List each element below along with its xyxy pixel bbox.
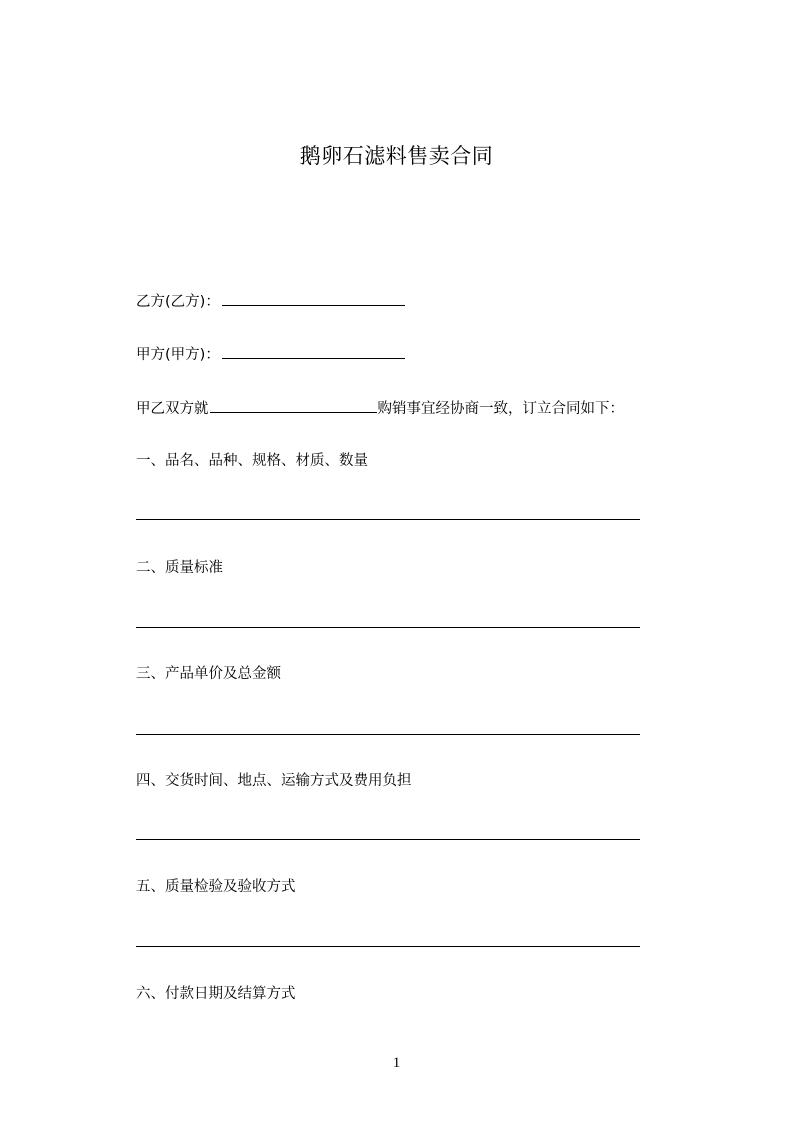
intro-before: 甲乙双方就 <box>136 401 209 417</box>
document-title: 鹅卵石滤料售卖合同 <box>299 144 494 168</box>
section-1-fill-line[interactable] <box>136 519 640 520</box>
party-b-line <box>136 291 405 312</box>
goods-blank[interactable] <box>210 398 377 413</box>
party-a-blank[interactable] <box>222 344 405 359</box>
party-a-label: 甲方(甲方)： <box>136 347 220 363</box>
section-heading-3: 三、产品单价及总金额 <box>136 666 281 682</box>
intro-line <box>136 398 624 419</box>
section-2-fill-line[interactable] <box>136 627 640 628</box>
section-5-fill-line[interactable] <box>136 946 640 947</box>
section-heading-5: 五、质量检验及验收方式 <box>136 879 296 895</box>
party-b-blank[interactable] <box>222 291 405 306</box>
section-heading-6: 六、付款日期及结算方式 <box>136 986 296 1002</box>
section-4-fill-line[interactable] <box>136 839 640 840</box>
section-heading-4: 四、交货时间、地点、运输方式及费用负担 <box>136 773 412 789</box>
party-a-line <box>136 344 405 365</box>
section-3-fill-line[interactable] <box>136 734 640 735</box>
page-number: 1 <box>392 1055 401 1071</box>
party-b-label: 乙方(乙方)： <box>136 294 220 310</box>
section-heading-2: 二、质量标准 <box>136 560 223 576</box>
section-heading-1: 一、品名、品种、规格、材质、数量 <box>136 453 368 469</box>
intro-after: 购销事宜经协商一致，订立合同如下： <box>377 401 624 417</box>
